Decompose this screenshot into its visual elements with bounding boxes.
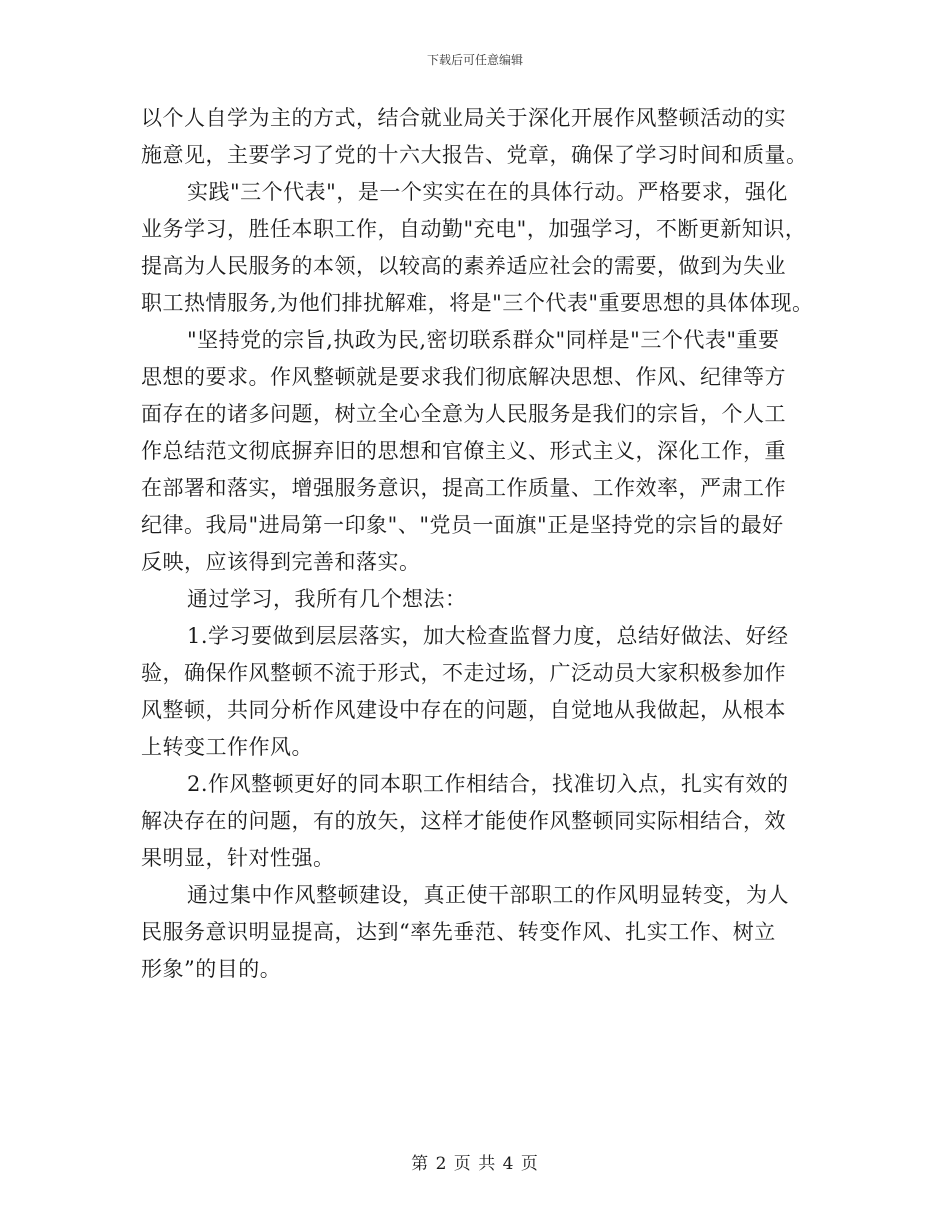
text-line: 职工热情服务,为他们排扰解难，将是"三个代表"重要思想的具体体现。 — [141, 291, 814, 315]
text-line: 提高为人民服务的本领，以较高的素养适应社会的需要，做到为失业 — [141, 254, 786, 278]
text-line: 民服务意识明显提高，达到“率先垂范、转变作风、扎实工作、树立 — [141, 920, 776, 944]
document-body — [141, 100, 821, 988]
page-footer: 第 2 页 共 4 页 — [411, 1154, 539, 1174]
text-line: 反映，应该得到完善和落实。 — [141, 550, 421, 574]
text-line: 形象”的目的。 — [141, 957, 282, 981]
text-line: 上转变工作作风。 — [141, 735, 313, 759]
text-line: 纪律。我局"进局第一印象"、"党员一面旗"正是坚持党的宗旨的最好 — [141, 513, 784, 537]
page-header: 下载后可任意编辑 — [426, 53, 523, 67]
paragraph-start-line: 通过学习，我所有几个想法： — [187, 587, 467, 611]
paragraph-start-line: 实践"三个代表"，是一个实实在在的具体行动。严格要求，强化 — [187, 180, 788, 204]
text-line: 解决存在的问题，有的放矢，这样才能使作风整顿同实际相结合，效 — [141, 809, 786, 833]
paragraph-start-line: 通过集中作风整顿建设，真正使干部职工的作风明显转变，为人 — [187, 883, 789, 907]
text-line: 验，确保作风整顿不流于形式，不走过场，广泛动员大家积极参加作 — [141, 661, 786, 685]
text-line: 思想的要求。作风整顿就是要求我们彻底解决思想、作风、纪律等方 — [141, 365, 786, 389]
text-line: 施意见，主要学习了党的十六大报告、党章，确保了学习时间和质量。 — [141, 143, 808, 167]
text-line: 面存在的诸多问题，树立全心全意为人民服务是我们的宗旨，个人工 — [141, 402, 786, 426]
text-line: 在部署和落实，增强服务意识，提高工作质量、工作效率，严肃工作 — [141, 476, 786, 500]
text-line: 以个人自学为主的方式，结合就业局关于深化开展作风整顿活动的实 — [141, 106, 786, 130]
list-item-2-start: 2.作风整顿更好的同本职工作相结合，找准切入点，扎实有效的 — [187, 772, 789, 796]
list-item-1-start: 1.学习要做到层层落实，加大检查监督力度，总结好做法、好经 — [187, 624, 789, 648]
text-line: 业务学习，胜任本职工作，自动勤"充电"，加强学习，不断更新知识， — [141, 217, 807, 241]
paragraph-start-line: "坚持党的宗旨,执政为民,密切联系群众"同样是"三个代表"重要 — [187, 328, 780, 352]
text-line: 果明显，针对性强。 — [141, 846, 335, 870]
text-line: 作总结范文彻底摒弃旧的思想和官僚主义、形式主义，深化工作，重 — [141, 439, 786, 463]
text-line: 风整顿，共同分析作风建设中存在的问题，自觉地从我做起，从根本 — [141, 698, 786, 722]
